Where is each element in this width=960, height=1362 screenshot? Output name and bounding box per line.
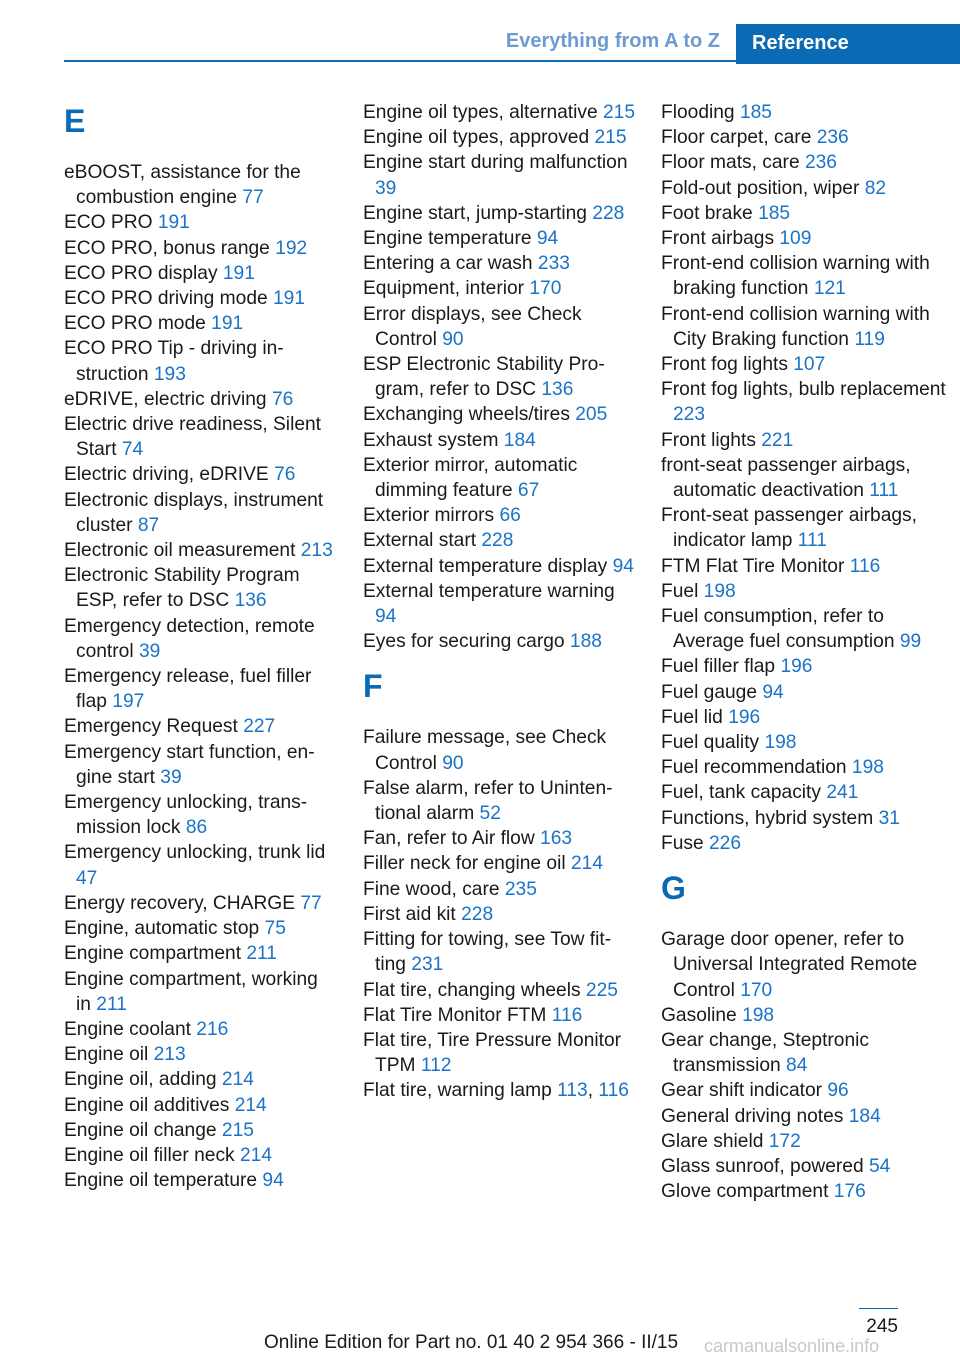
index-entry [363,402,635,427]
page-link[interactable]: 198 [742,1004,775,1026]
page-link[interactable]: 111 [869,480,899,502]
index-entry [661,377,951,427]
index-entry-term: False alarm, refer to Unintentional alarm [363,777,613,825]
index-entry [363,453,635,503]
index-letter-g: G [661,870,686,907]
index-entry [363,201,635,226]
page-link[interactable]: 196 [780,656,813,678]
index-entry [64,387,336,412]
index-entry-term: Emergency unlocking, trunk lid [64,842,326,864]
index-entry [64,614,336,664]
index-entry-term: Engine start, jump-starting [363,202,587,224]
index-entry-term: Fuel gauge [661,681,758,703]
index-entry-term: Entering a car wash [363,253,533,275]
index-entry-term: Fuel consumption, refer to Average fuel consumption [661,606,895,653]
index-entry [661,705,951,730]
index-entry-term: Fuel filler flap [661,656,776,678]
index-entry-term: Eyes for securing cargo [363,631,565,653]
page-link[interactable]: 39 [375,177,397,199]
page-link[interactable]: 198 [851,757,884,779]
index-entry [363,1028,635,1078]
index-entry [661,150,951,175]
index-entry [661,831,951,856]
page-link[interactable]: 185 [758,202,791,224]
page-link[interactable]: 90 [442,328,464,350]
index-entry-term: External temperature display [363,555,608,577]
index-entry-term: Electric drive readiness, Silent Start [64,414,322,461]
page-link[interactable]: 112 [420,1055,452,1077]
index-entry-term: Flooding [661,102,735,123]
page-link[interactable]: 226 [709,832,742,854]
page-link[interactable]: 116 [849,555,881,577]
index-entry [661,780,951,805]
page-link[interactable]: 211 [96,993,127,1015]
index-entry-term: Gear change, Steptronic transmission [661,1029,869,1077]
index-entry-term: Engine oil filler neck [64,1144,235,1166]
index-entry [64,311,336,336]
index-entry-term: Electronic oil measurement [64,540,296,562]
page-link[interactable]: 214 [234,1094,267,1116]
index-entry-term: Emergency detection, remote control [64,615,315,662]
index-entry [64,462,336,487]
index-entry [661,579,951,604]
watermark: carmanualsonline.info [704,1336,880,1356]
index-entry [64,236,336,261]
page-link[interactable]: 136 [541,379,574,401]
index-entry [661,554,951,579]
page-link[interactable]: 188 [569,631,602,653]
index-entry [363,1003,635,1028]
index-entry-term: Foot brake [661,202,753,224]
page-link[interactable]: 228 [461,903,494,925]
index-entry-term: General driving notes [661,1105,844,1127]
index-entry-term: Front-end collision warning with braking function [661,253,930,300]
page-link[interactable]: 241 [826,782,859,804]
page-link[interactable]: 191 [273,288,306,310]
page-link[interactable]: 39 [138,640,161,662]
index-entry [64,714,336,739]
page-link[interactable]: 213 [300,540,333,562]
index-entry [64,1042,336,1067]
page-link[interactable]: 172 [768,1130,801,1152]
page-link[interactable]: 170 [740,979,773,1001]
index-entry-term: Exhaust system [363,429,499,451]
index-entry-term: Garage door opener, refer to Universal Integrated Remote Control [661,929,918,1001]
index-entry-term: Floor mats, care [661,152,800,174]
index-entry-term: Fuel lid [661,706,723,728]
index-entry [64,1168,336,1193]
index-column-3 [661,100,951,1204]
index-entry [661,654,951,679]
page-link[interactable]: 214 [240,1144,273,1166]
index-letter-f: F [363,668,383,705]
index-entry [363,428,635,453]
page-link[interactable]: 107 [793,354,826,376]
page-link[interactable]: 119 [854,328,885,350]
index-entry [64,261,336,286]
page-link[interactable]: 170 [529,278,562,300]
index-entry-term: Flat Tire Monitor FTM [363,1004,547,1026]
index-entry [363,927,635,977]
index-entry-term: Fuse [661,832,704,854]
index-entry [64,916,336,941]
index-entry-term: Fitting for towing, see Tow fitting [363,929,612,976]
index-entry [661,302,951,352]
page-link[interactable]: 94 [375,606,397,628]
index-entry-term: Failure message, see Check Control [363,727,607,774]
index-entry [661,1129,951,1154]
index-entry-term: Electric driving, eDRIVE [64,464,269,486]
page-link[interactable]: 99 [899,631,922,653]
index-entry-term: Electronic displays, instrument cluster [64,489,324,536]
index-entry [64,740,336,790]
page-link[interactable]: 236 [804,152,837,174]
index-entry [661,125,951,150]
page-link[interactable]: 191 [222,262,255,284]
page-link[interactable]: 136 [234,590,267,612]
index-entry [661,100,951,125]
page-link[interactable]: 221 [761,429,794,451]
index-entry-term: Engine compartment [64,943,242,965]
index-entry-term: Emergency Request [64,716,238,738]
index-entry [64,891,336,916]
index-entry [363,100,635,125]
index-entry [363,725,635,775]
page-link[interactable]: 76 [271,388,294,410]
index-entry [661,453,951,503]
index-entry-term: Fine wood, care [363,878,500,900]
page-link[interactable]: 192 [275,237,308,259]
index-entry-term: Front fog lights [661,354,788,376]
page-link[interactable]: 185 [739,102,772,123]
page-link[interactable]: 109 [779,228,812,250]
index-entry-term: External start [363,530,477,552]
index-entry-term: ECO PRO, bonus range [64,237,270,259]
page-link[interactable]: 197 [112,691,145,713]
page-link[interactable]: 86 [185,817,208,839]
page-link[interactable]: 113 [557,1080,588,1102]
index-entry-term: Engine oil types, alternative [363,102,598,123]
edition-note: Online Edition for Part no. 01 40 2 954 366 - II/15 [264,1332,679,1353]
index-entry-term: Engine oil [64,1044,149,1066]
page-link[interactable]: 233 [537,253,570,275]
index-entry-term: Fuel, tank capacity [661,782,821,804]
index-entry [64,1118,336,1143]
page-link[interactable]: 223 [673,404,706,426]
index-entry [64,160,336,210]
page-link[interactable]: 211 [246,943,277,965]
page-link[interactable]: 228 [592,202,625,224]
index-entry-term: Flat tire, warning lamp [363,1080,552,1102]
page-link[interactable]: 191 [211,313,244,335]
page-link[interactable]: 67 [517,480,540,502]
index-entry [661,251,951,301]
index-entry [64,538,336,563]
index-entry-term: ECO PRO [64,212,153,234]
section-title: Everything from A to Z [505,30,720,52]
page-link[interactable]: 205 [575,404,608,426]
index-entry-term: Front-end collision warning with City Braking function [661,303,930,350]
index-entry-term: eBOOST, assistance for the combustion engine [64,162,301,209]
index-entry [363,226,635,251]
index-entry-term: Fuel recommendation [661,757,847,779]
index-entry [661,806,951,831]
index-entry [64,790,336,840]
index-entry-term: Engine start during malfunction [363,152,628,174]
index-entry [64,286,336,311]
index-entry [661,1154,951,1179]
index-entry-term: ESP Electronic Stability Program, refer to DSC [363,354,605,401]
index-entry [64,664,336,714]
index-entry [64,563,336,613]
index-entry-term: Filler neck for engine oil [363,853,566,875]
index-entry [661,604,951,654]
index-entry [363,776,635,826]
page-link[interactable]: 215 [221,1119,254,1141]
page-link[interactable]: 31 [878,807,900,829]
index-entry-term: Glove compartment [661,1181,829,1203]
index-entry-term: Fuel [661,580,699,602]
index-entry-term: front-seat passenger airbags, automatic deactivation [661,454,911,502]
index-entry-term: Emergency release, fuel filler flap [64,666,312,713]
page-link[interactable]: 116 [551,1004,583,1026]
index-entry: Flat tire, warning lamp 113, 116 [363,1080,629,1102]
index-entry-term: Front lights [661,429,756,451]
index-entry [661,226,951,251]
page-link[interactable]: 77 [242,187,264,209]
page-link[interactable]: 184 [503,429,536,451]
page-link[interactable]: 111 [797,530,827,552]
index-entry [661,1104,951,1129]
index-entry-term: First aid kit [363,903,456,925]
index-entry [64,412,336,462]
index-entry-term: Engine oil additives [64,1094,230,1116]
index-entry-term: Front fog lights, bulb replacement [661,379,946,401]
page-link[interactable]: 47 [76,867,98,889]
index-entry [363,302,635,352]
page-link[interactable]: 54 [868,1155,891,1177]
page-link[interactable]: 82 [864,177,887,199]
index-entry [363,629,635,654]
page-link[interactable]: 77 [300,892,322,914]
index-entry-term: Emergency unlocking, transmission lock [64,792,308,839]
index-entry [661,176,951,201]
index-entry [661,755,951,780]
index-entry [64,210,336,235]
page-link[interactable]: 227 [243,716,276,738]
page-link[interactable]: 39 [160,766,182,788]
page-link[interactable]: 198 [703,580,736,602]
index-entry [363,150,635,200]
index-entry-term: Energy recovery, CHARGE [64,892,296,914]
index-entry-term: ECO PRO mode [64,313,206,335]
index-entry [64,941,336,966]
index-entry [661,1003,951,1028]
index-entry [363,251,635,276]
index-entry [363,352,635,402]
index-entry-term: Fold-out position, wiper [661,177,860,199]
index-entry-term: Error displays, see Check Control [363,303,582,350]
index-entry-term: Functions, hybrid system [661,807,874,829]
page-link[interactable]: 225 [585,979,618,1001]
page-link[interactable]: 176 [833,1181,866,1203]
index-entry-term: Front-seat passenger airbags, indicator lamp [661,505,917,552]
index-entry [661,352,951,377]
index-entry-term: ECO PRO Tip - driving instruction [64,338,284,385]
index-entry [661,1078,951,1103]
header-rule [64,60,736,62]
index-entry [363,528,635,553]
page-link[interactable]: 75 [264,918,286,940]
page-link[interactable]: 213 [153,1044,186,1066]
page-link[interactable]: 66 [499,505,521,527]
index-entry [363,125,635,150]
index-entry [661,927,951,1003]
index-entry [64,488,336,538]
index-entry [661,503,951,553]
page-link[interactable]: 52 [479,803,501,825]
page-link[interactable]: 163 [540,828,573,850]
index-entry [661,201,951,226]
index-entry-term: Engine temperature [363,228,532,250]
page-link[interactable]: 94 [536,228,559,250]
index-entry-term: Flat tire, Tire Pressure Monitor TPM [363,1029,622,1077]
index-entry-term: Glare shield [661,1130,764,1152]
index-entry-term: Front airbags [661,228,775,250]
page-link[interactable]: 198 [764,732,797,754]
index-entry-term: Emergency start function, engine start [64,741,315,788]
page-link[interactable]: 116 [598,1080,629,1102]
index-entry-term: Equipment, interior [363,278,525,300]
index-entry [363,851,635,876]
page-link[interactable]: 191 [157,212,190,234]
index-letter-e: E [64,103,86,139]
page-link[interactable]: 94 [262,1170,284,1192]
page-link[interactable]: 193 [153,363,186,385]
page-link[interactable]: 94 [762,681,784,703]
page-number: 245 [866,1316,898,1337]
index-entry [64,1143,336,1168]
index-entry-term: Exchanging wheels/tires [363,404,570,426]
page-link[interactable]: 184 [848,1105,881,1127]
index-entry-term: Engine oil types, approved [363,127,590,149]
page-link[interactable]: 231 [411,954,444,976]
index-entry-term: Fuel quality [661,732,760,754]
index-entry [64,840,336,890]
index-entry-term: ECO PRO display [64,262,218,284]
page-link[interactable]: 121 [813,278,846,300]
page-link[interactable]: 84 [786,1055,808,1077]
index-entry [363,826,635,851]
index-entry [64,1093,336,1118]
page-link[interactable]: 215 [594,127,627,149]
page-link[interactable]: 94 [612,555,634,577]
index-entry-term: Engine oil, adding [64,1069,217,1091]
index-entry-term: Fan, refer to Air flow [363,828,535,850]
footer-rule [859,1308,898,1309]
page-link[interactable]: 96 [827,1080,849,1102]
index-entry [64,336,336,386]
page-header [0,0,960,64]
index-entry [363,276,635,301]
page-link[interactable]: 74 [121,439,144,461]
index-entry-term: FTM Flat Tire Monitor [661,555,845,577]
page-link[interactable]: 216 [196,1018,229,1040]
index-entry-term: Exterior mirror, automatic dimming feature [363,454,578,502]
page-link[interactable]: 87 [137,514,160,536]
page-link[interactable]: 90 [442,752,464,774]
index-entry [661,428,951,453]
index-entry-term: Electronic Stability Program ESP, refer to DSC [64,565,300,612]
page-link[interactable]: 214 [221,1069,254,1091]
page-link[interactable]: 214 [570,853,603,875]
index-entry-term: Gasoline [661,1004,737,1026]
index-entry [363,554,635,579]
page-link[interactable]: 215 [603,102,636,123]
index-entry [64,1067,336,1092]
index-entry-term: Floor carpet, care [661,127,812,149]
reference-tab[interactable]: Reference [736,24,960,64]
index-entry-term: Engine oil change [64,1119,217,1141]
page-link[interactable]: 228 [481,530,514,552]
index-entry-term: Engine, automatic stop [64,918,260,940]
page-link[interactable]: 76 [274,464,296,486]
index-entry-term: Exterior mirrors [363,505,495,527]
index-entry [64,967,336,1017]
index-entry [363,978,635,1003]
page-link[interactable]: 236 [816,127,849,149]
index-entry-term: Engine coolant [64,1018,191,1040]
index-entry [661,1028,951,1078]
index-column-2 [363,100,635,1104]
index-entry-term: Engine compartment, working in [64,968,318,1015]
index-entry [363,503,635,528]
page-link[interactable]: 235 [504,878,537,900]
index-column-1 [64,100,336,1193]
index-entry [661,1179,951,1204]
index-entry-term: ECO PRO driving mode [64,288,268,310]
index-entry-term: Flat tire, changing wheels [363,979,581,1001]
index-entry [363,877,635,902]
page-link[interactable]: 196 [728,706,761,728]
index-entry [661,730,951,755]
index-entry-term: eDRIVE, electric driving [64,388,267,410]
index-entry-term: Gear shift indicator [661,1080,823,1102]
index-entry-term: Engine oil temperature [64,1170,258,1192]
index-entry [661,680,951,705]
index-entry-term: Glass sunroof, powered [661,1155,864,1177]
index-entry [363,579,635,629]
index-entry-term: External temperature warning [363,580,615,602]
index-entry [64,1017,336,1042]
index-entry [363,902,635,927]
